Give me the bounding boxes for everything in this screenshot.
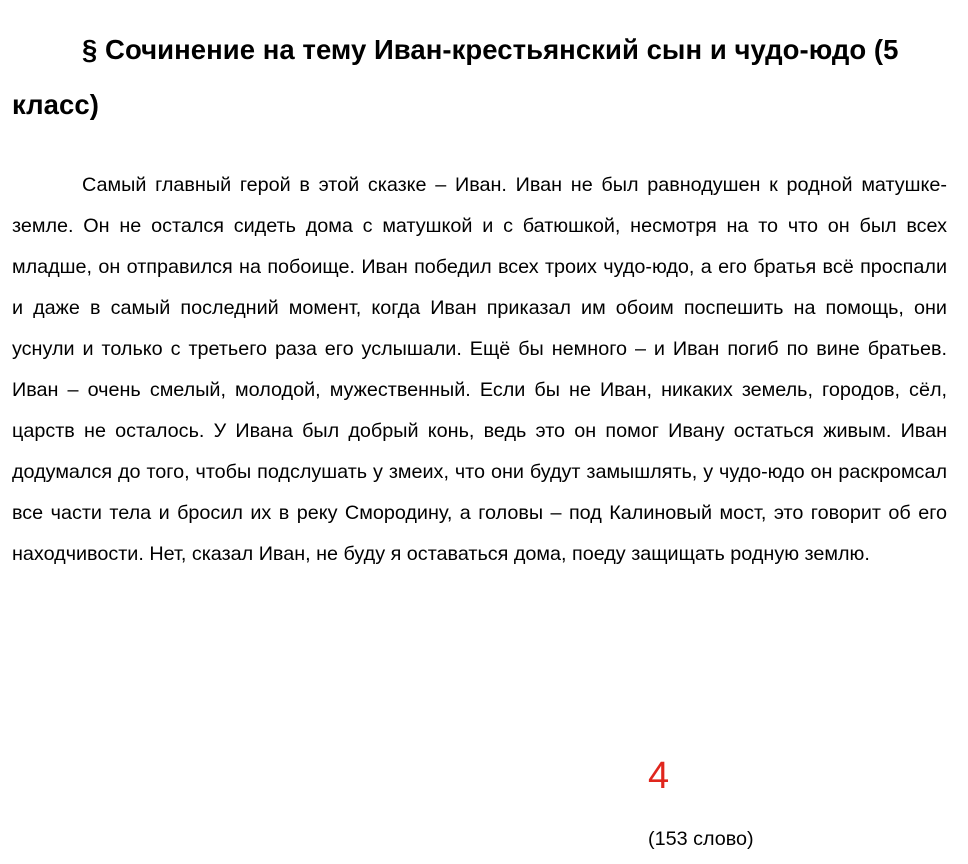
word-count: (153 слово): [648, 828, 754, 850]
essay-body: Самый главный герой в этой сказке – Иван. Иван не был равнодушен к родной матушке-земле. Он не остался сидеть дома с матушкой и с батюшкой, несмотря на то что он был всех младше, он отправился на побоище. Иван победил всех троих чудо-юдо, а его братья всё проспали и даже в самый последний момент, когда Иван приказал им обоим поспешить на помощь, они уснули и только с третьего раза его услышали. Ещё бы немного – и Иван погиб по вине братьев. Иван – очень смелый, молодой, мужественный. Если бы не Иван, никаких земель, городов, сёл, царств не осталось. У Ивана был добрый конь, ведь это он помог Ивану остаться живым. Иван додумался до того, чтобы подслушать у змеих, что они будут замышлять, у чудо-юдо он раскромсал все части тела и бросил их в реку Смородину, а головы – под Калиновый мост, это говорит об его находчивости. Нет, сказал Иван, не буду я оставаться дома, поеду защищать родную землю.: [12, 174, 947, 565]
essay-title: § Сочинение на тему Иван-крестьянский сын и чудо-юдо (5 класс): [12, 34, 899, 120]
grade-mark: 4: [648, 755, 670, 797]
